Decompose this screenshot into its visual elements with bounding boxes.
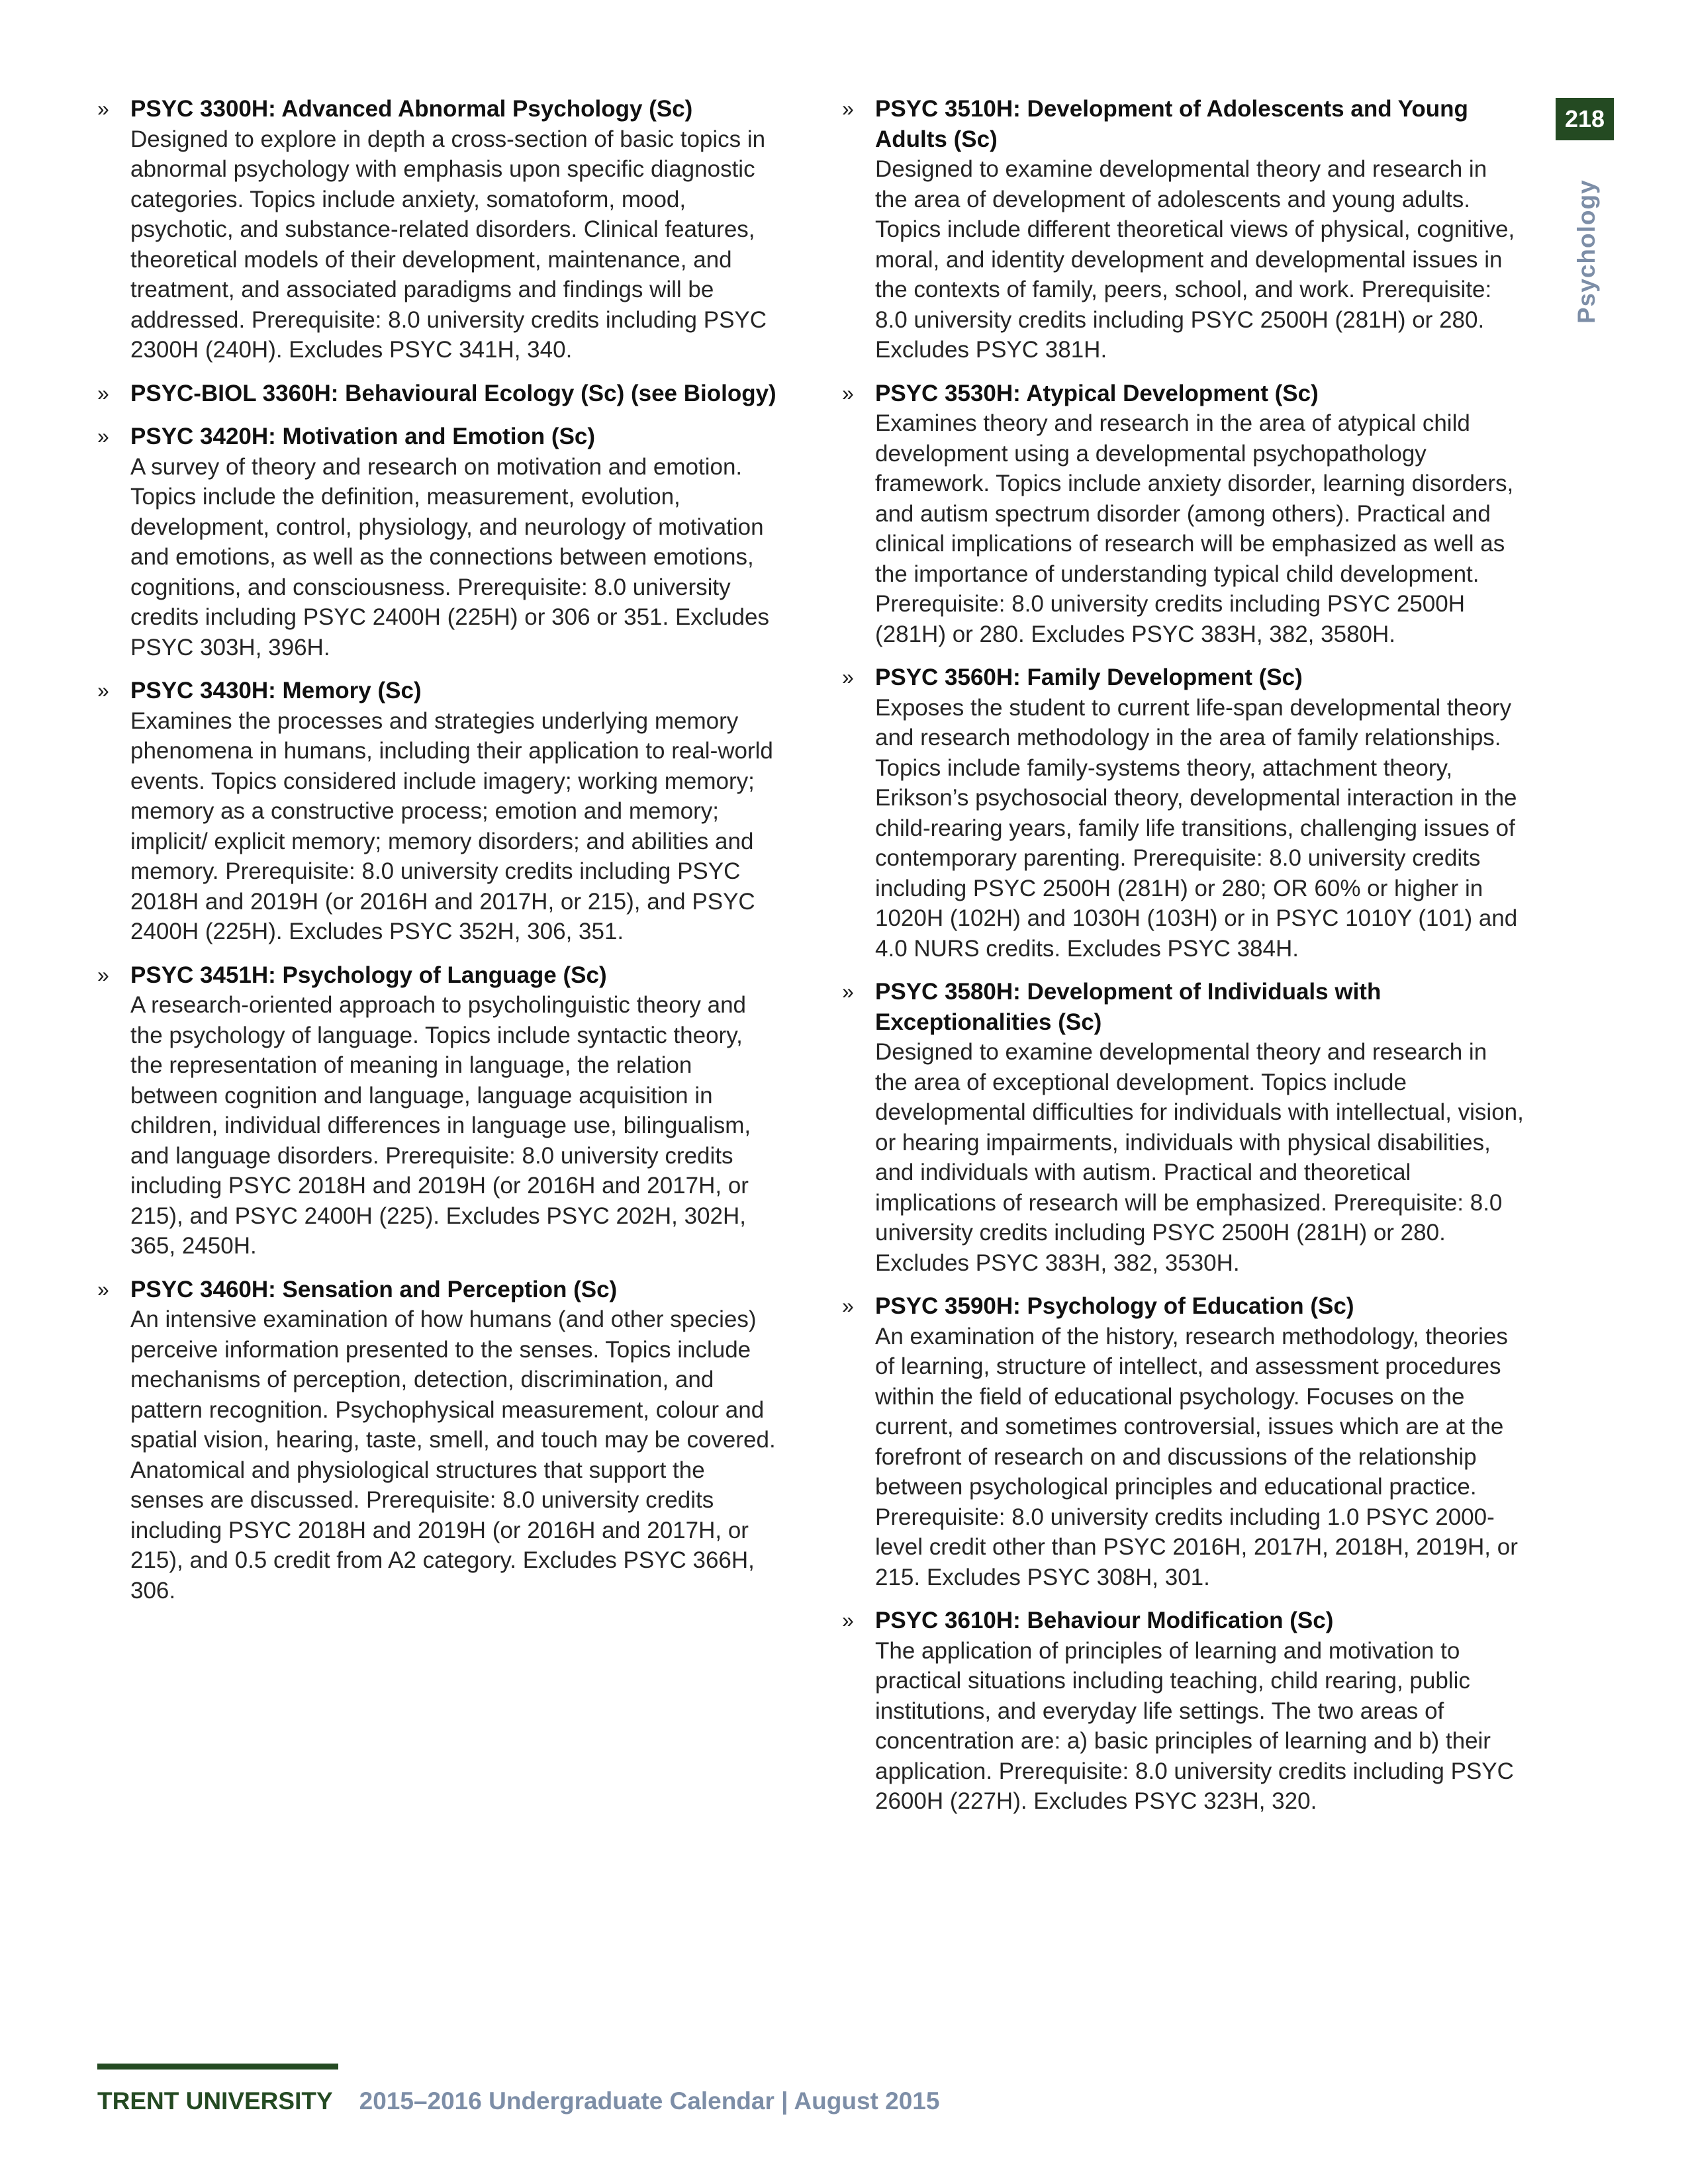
footer-calendar: 2015–2016 Undergraduate Calendar | August 2015 [359, 2087, 940, 2115]
course-entry [842, 379, 1524, 650]
bullet-icon: » [97, 962, 109, 987]
section-label: Psychology [1573, 179, 1600, 324]
course-title: PSYC 3560H: Family Development (Sc) [875, 664, 1303, 690]
bullet-icon: » [97, 1277, 109, 1301]
course-title: PSYC 3420H: Motivation and Emotion (Sc) [130, 424, 596, 449]
course-entry [97, 960, 779, 1261]
course-entry [97, 676, 779, 947]
footer-rule [97, 2064, 338, 2070]
bullet-icon: » [842, 97, 854, 120]
course-title: PSYC 3460H: Sensation and Perception (Sc) [130, 1276, 618, 1302]
course-title: PSYC 3590H: Psychology of Education (Sc) [875, 1293, 1354, 1319]
bullet-icon: » [97, 424, 109, 448]
course-description: Designed to examine developmental theory and research in the area of exceptional development. Topics include developmental difficulties for individuals with intellectual, vision, or hearing impairments, individuals with physical disabilities, and individuals with autism. Practical and theoretical implications of research will be emphasized. Prerequisite: 8.0 university credits including PSYC 2500H (281H) or 280. Excludes PSYC 383H, 382, 3530H. [875, 1039, 1524, 1276]
course-title: PSYC-BIOL 3360H: Behavioural Ecology (Sc) (see Biology) [130, 380, 776, 406]
course-description: A research-oriented approach to psycholinguistic theory and the psychology of language. Topics include syntactic theory, the representation of meaning in language, the relation between cognition and language, language acquisition in children, individual differences in language use, bilingualism, and language disorders. Prerequisite: 8.0 university credits including PSYC 2018H and 2019H (or 2016H and 2017H, or 215), and PSYC 2400H (225). Excludes PSYC 202H, 302H, 365, 2450H. [130, 992, 751, 1259]
bullet-icon: » [97, 97, 109, 120]
course-description: An examination of the history, research methodology, theories of learning, structure of intellect, and assessment procedures within the field of educational psychology. Focuses on the current, and sometimes controversial, issues which are at the forefront of research on and discussions of the relationship between psychological principles and educational practice. Prerequisite: 8.0 university credits including 1.0 PSYC 2000-level credit other than PSYC 2016H, 2017H, 2018H, 2019H, or 215. Excludes PSYC 308H, 301. [875, 1323, 1518, 1590]
left-column [97, 94, 779, 1619]
course-description: The application of principles of learning and motivation to practical situations including teaching, child rearing, public institutions, and everyday life settings. The two areas of concentration are: a) basic principles of learning and b) their application. Prerequisite: 8.0 university credits including PSYC 2600H (227H). Excludes PSYC 323H, 320. [875, 1637, 1514, 1814]
bullet-icon: » [842, 1608, 854, 1632]
bullet-icon: » [842, 1294, 854, 1318]
right-column [842, 94, 1524, 1830]
course-entry [842, 94, 1524, 365]
course-entry [97, 422, 779, 662]
course-description: Examines the processes and strategies underlying memory phenomena in humans, including their application to real-world events. Topics considered include imagery; working memory; memory as a constructive process; emotion and memory; implicit/ explicit memory; memory disorders; and abilities and memory. Prerequisite: 8.0 university credits including PSYC 2018H and 2019H (or 2016H and 2017H, or 215), and PSYC 2400H (225H). Excludes PSYC 352H, 306, 351. [130, 707, 773, 944]
course-title: PSYC 3430H: Memory (Sc) [130, 678, 422, 704]
course-entry [97, 1275, 779, 1606]
bullet-icon: » [842, 979, 854, 1003]
course-entry [842, 662, 1524, 964]
course-entry [97, 379, 779, 409]
course-title: PSYC 3580H: Development of Individuals with Exceptionalities (Sc) [875, 979, 1382, 1035]
course-title: PSYC 3451H: Psychology of Language (Sc) [130, 962, 607, 988]
course-description: Designed to explore in depth a cross-section of basic topics in abnormal psychology with emphasis upon specific diagnostic categories. Topics include anxiety, somatoform, mood, psychotic, and substance-related disorders. Clinical features, theoretical models of their development, maintenance, and treatment, and associated paradigms and findings will be addressed. Prerequisite: 8.0 university credits including PSYC 2300H (240H). Excludes PSYC 341H, 340. [130, 126, 767, 363]
course-description: Examines theory and research in the area of atypical child development using a developmental psychopathology framework. Topics include anxiety disorder, learning disorders, and autism spectrum disorder (among others). Practical and clinical implications of research will be emphasized as well as the importance of understanding typical child development. Prerequisite: 8.0 university credits including PSYC 2500H (281H) or 280. Excludes PSYC 383H, 382, 3580H. [875, 410, 1514, 647]
course-description: Designed to examine developmental theory and research in the area of development of adolescents and young adults. Topics include different theoretical views of physical, cognitive, moral, and identity development and developmental issues in the contexts of family, peers, school, and work. Prerequisite: 8.0 university credits including PSYC 2500H (281H) or 280. Excludes PSYC 381H. [875, 156, 1515, 363]
course-title: PSYC 3610H: Behaviour Modification (Sc) [875, 1608, 1334, 1633]
course-entry [97, 94, 779, 365]
footer [97, 2085, 939, 2118]
course-title: PSYC 3300H: Advanced Abnormal Psychology (Sc) [130, 96, 693, 122]
course-title: PSYC 3510H: Development of Adolescents and Young Adults (Sc) [875, 96, 1468, 152]
bullet-icon: » [97, 678, 109, 702]
course-entry [842, 1606, 1524, 1817]
course-description: Exposes the student to current life-span developmental theory and research methodology in the area of family relationships. Topics include family-systems theory, attachment theory, Erikson’s psychosocial theory, developmental interaction in the child-rearing years, family life transitions, challenging issues of contemporary parenting. Prerequisite: 8.0 university credits including PSYC 2500H (281H) or 280; OR 60% or higher in 1020H (102H) and 1030H (103H) or in PSYC 1010Y (101) and 4.0 NURS credits. Excludes PSYC 384H. [875, 694, 1518, 962]
bullet-icon: » [842, 665, 854, 689]
bullet-icon: » [97, 381, 109, 405]
course-description: A survey of theory and research on motivation and emotion. Topics include the definition, measurement, evolution, development, control, physiology, and neurology of motivation and emotions, as well as the connections between emotions, cognitions, and consciousness. Prerequisite: 8.0 university credits including PSYC 2400H (225H) or 306 or 351. Excludes PSYC 303H, 396H. [130, 453, 769, 660]
bullet-icon: » [842, 381, 854, 405]
course-title: PSYC 3530H: Atypical Development (Sc) [875, 380, 1319, 406]
course-description: An intensive examination of how humans (and other species) perceive information presented to the senses. Topics include mechanisms of perception, detection, discrimination, and pattern recognition. Psychophysical measurement, colour and spatial vision, hearing, taste, smell, and touch may be covered. Anatomical and physiological structures that support the senses are discussed. Prerequisite: 8.0 university credits including PSYC 2018H and 2019H (or 2016H and 2017H, or 215), and 0.5 credit from A2 category. Excludes PSYC 366H, 306. [130, 1306, 776, 1604]
course-entry [842, 1291, 1524, 1592]
footer-university: TRENT UNIVERSITY [97, 2087, 333, 2115]
course-entry [842, 977, 1524, 1278]
page-number-badge: 218 [1556, 98, 1614, 140]
